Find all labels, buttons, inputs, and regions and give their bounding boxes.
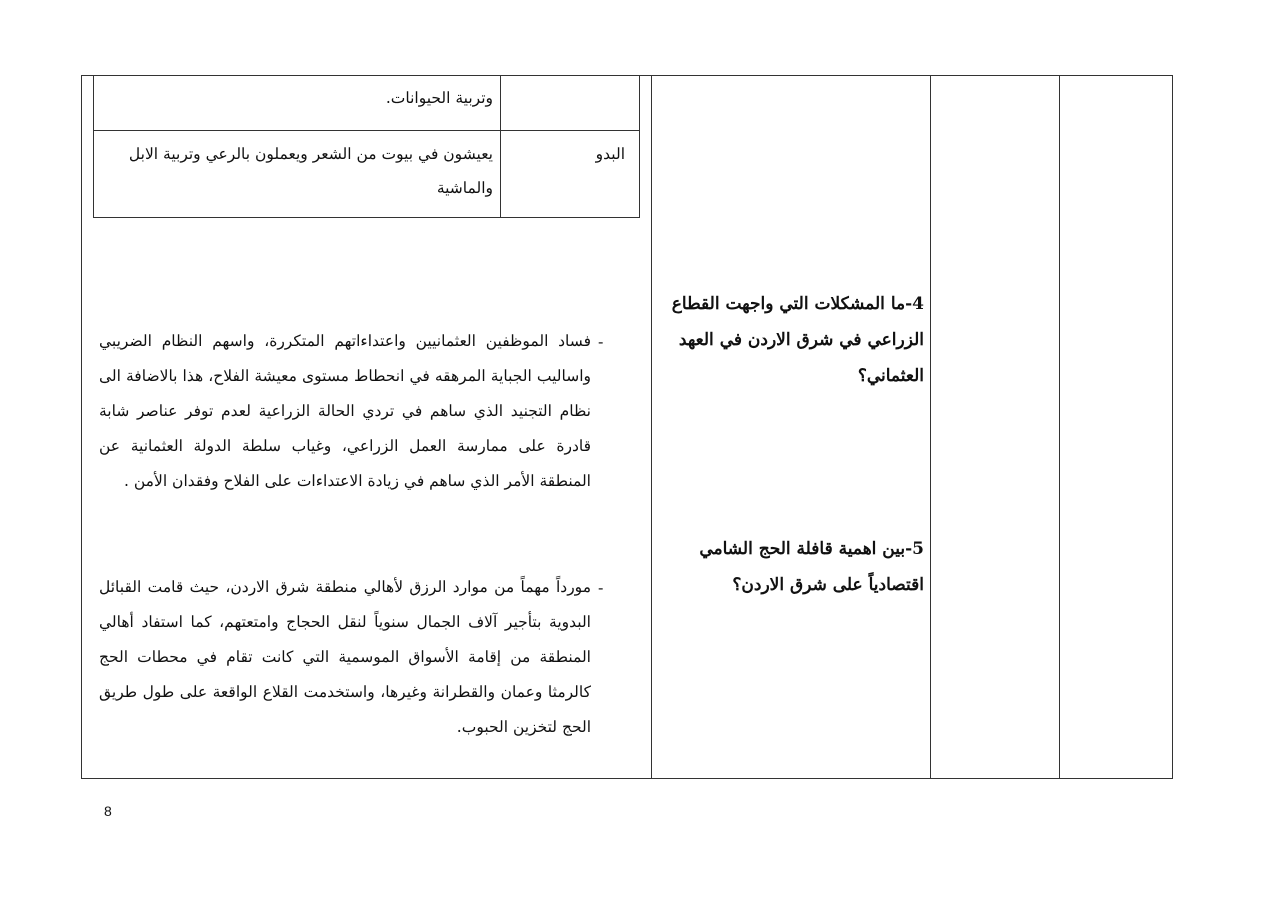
nested-table (93, 75, 640, 218)
nested-table-row-divider (94, 130, 639, 131)
answer-4-bullet: - (598, 332, 604, 351)
question-4-text: 4-ما المشكلات التي واجهت القطاع الزراعي في شرق الاردن في العهد العثماني؟ (671, 294, 924, 386)
column-divider-question (930, 75, 931, 779)
column-divider-answer (651, 75, 652, 779)
nested-table-row2-label: البدو (595, 145, 625, 163)
nested-table-column-divider (500, 75, 501, 217)
nested-table-row2-description: يعيشون في بيوت من الشعر ويعملون بالرعي وتربية الابل والماشية (128, 145, 493, 197)
answer-5-text: مورداً مهماً من موارد الرزق لأهالي منطقة شرق الاردن، حيث قامت القبائل البدوية بتأجير آلاف الجمال سنوياً لنقل الحجاج وامتعتهم، كما استفاد أهالي المنطقة من إقامة الأسواق الموسمية التي كانت تقام في محطات الحج كالرمثا وعمان والقطرانة وغيرها، واستخدمت القلاع الواقعة على طول طريق الحج لتخزين الحبوب. (99, 578, 591, 736)
column-divider-notes (1059, 75, 1060, 779)
answer-4-text: فساد الموظفين العثمانيين واعتداءاتهم المتكررة، واسهم النظام الضريبي واساليب الجباية المرهقه في انحطاط مستوى معيشة الفلاح، هذا بالاضافة الى نظام التجنيد الذي ساهم في تردي الحالة الزراعية لعدم توفر عناصر شابة قادرة على ممارسة العمل الزراعي، وغياب سلطة الدولة العثمانية عن المنطقة الأمر الذي ساهم في زيادة الاعتداءات على الفلاح وفقدان الأمن . (99, 332, 591, 490)
page-number: 8 (104, 803, 112, 819)
answer-5-bullet: - (598, 578, 604, 597)
nested-table-row1-description: وتربية الحيوانات. (385, 89, 493, 107)
question-5-text: 5-بين اهمية قافلة الحج الشامي اقتصادياً على شرق الاردن؟ (699, 539, 924, 595)
